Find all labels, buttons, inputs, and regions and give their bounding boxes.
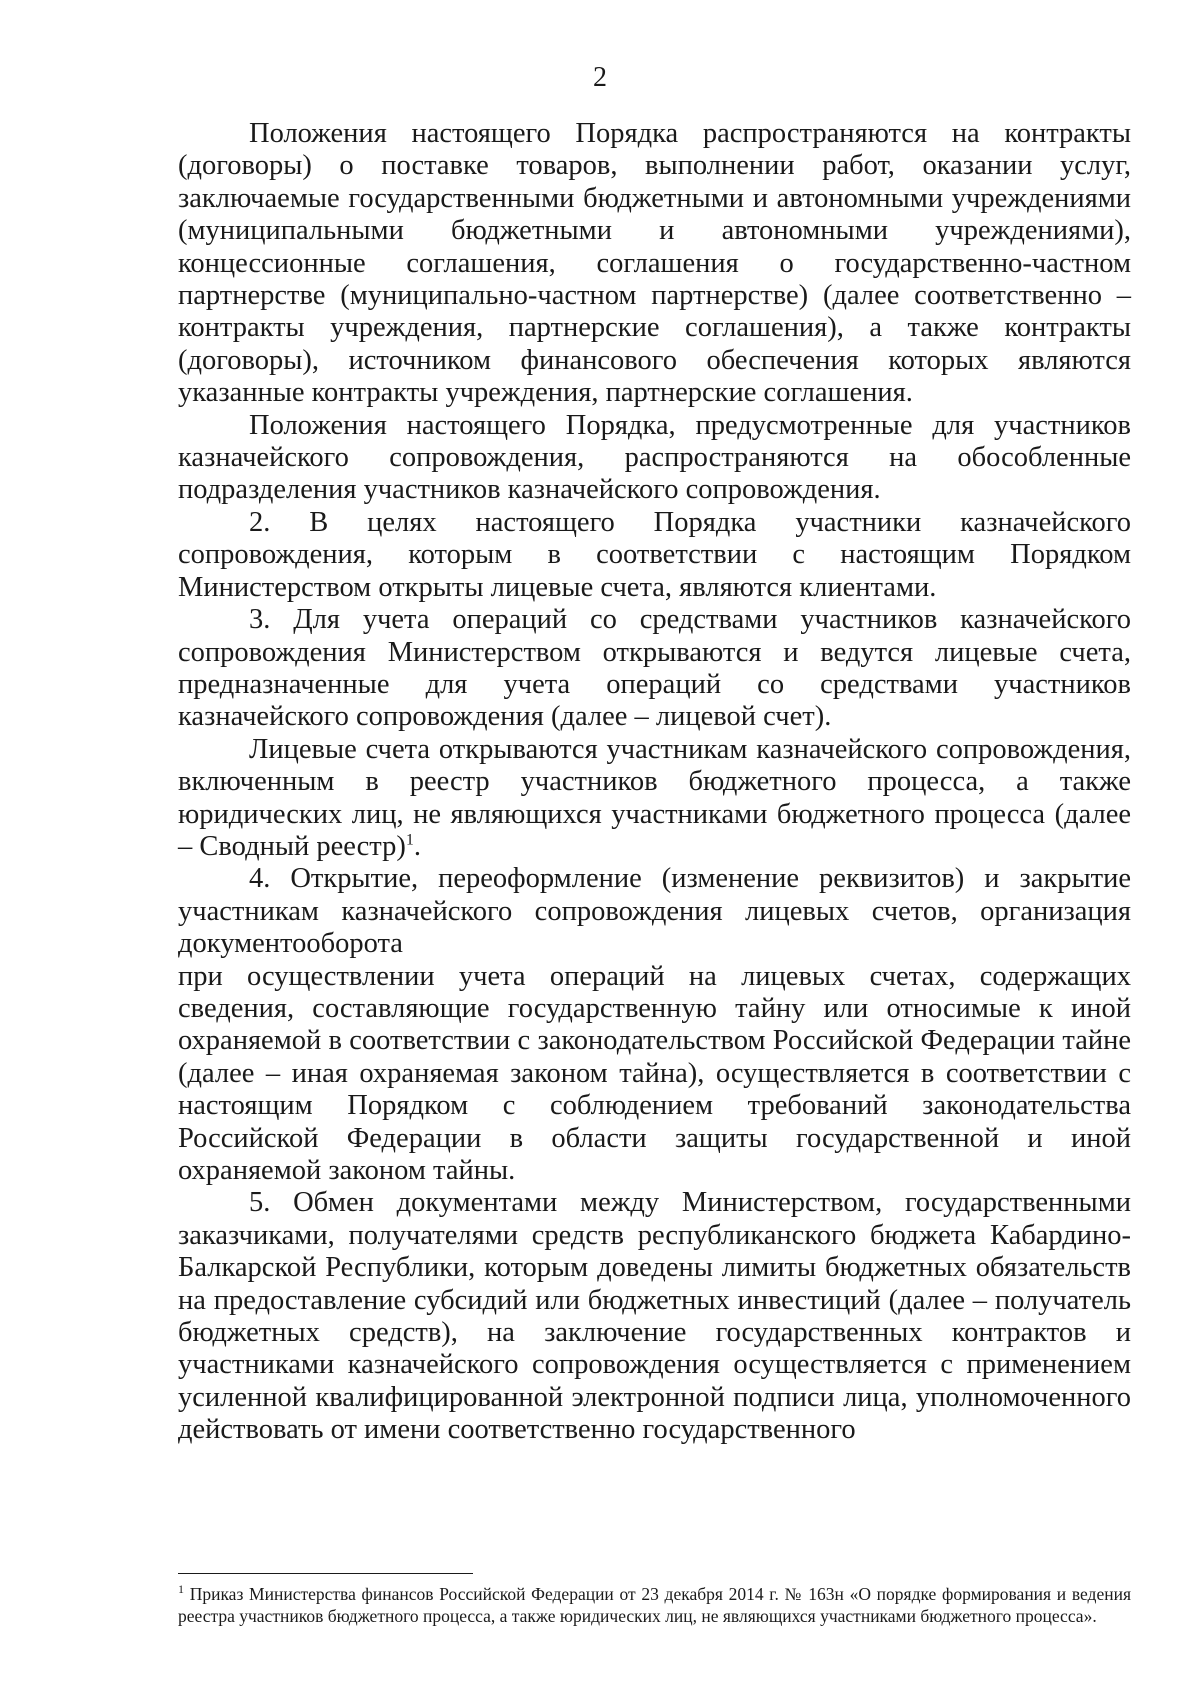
paragraph xyxy=(178,734,1131,864)
paragraph: 2. В целях настоящего Порядка участники казначейского сопровождения, которым в соответствии с настоящим Порядком Министерством открыты лицевые счета, являются клиентами. xyxy=(178,506,1131,603)
footnote-marker: 1 xyxy=(178,1582,184,1597)
footnote-separator xyxy=(178,1573,473,1574)
footnote xyxy=(178,1583,1131,1627)
paragraph: Положения настоящего Порядка, предусмотренные для участников казначейского сопровождения, распространяются на обособленные подразделения участников казначейского сопровождения. xyxy=(178,409,1131,506)
footnote-text: Приказ Министерства финансов Российской Федерации от 23 декабря 2014 г. № 163н «О порядке формирования и ведения реестра участников бюджетного процесса, а также юридических лиц, не являющихся участниками бюджетного процесса». xyxy=(178,1584,1131,1626)
paragraph-continuation: при осуществлении учета операций на лицевых счетах, содержащих сведения, составляющие государственную тайну или относимые к иной охраняемой в соответствии с законодательством Российской Федерации тайне (далее – иная охраняемая законом тайна), осуществляется в соответствии с настоящим Порядком с соблюдением требований законодательства Российской Федерации в области защиты государственной и иной охраняемой законом тайны. xyxy=(178,960,1131,1186)
paragraph: 5. Обмен документами между Министерством, государственными заказчиками, получателями средств республиканского бюджета Кабардино-Балкарской Республики, которым доведены лимиты бюджетных обязательств на предоставление субсидий или бюджетных инвестиций (далее – получатель бюджетных средств), на заключение государственных контрактов и участниками казначейского сопровождения осуществляется с применением усиленной квалифицированной электронной подписи лица, уполномоченного действовать от имени соответственно государственного xyxy=(178,1187,1131,1446)
paragraph: 3. Для учета операций со средствами участников казначейского сопровождения Министерством открываются и ведутся лицевые счета, предназначенные для учета операций со средствами участников казначейского сопровождения (далее – лицевой счет). xyxy=(178,604,1131,733)
document-body xyxy=(178,118,1131,1447)
paragraph-text: Лицевые счета открываются участникам казначейского сопровождения, включенным в реестр участников бюджетного процесса, а также юридических лиц, не являющихся участниками бюджетного процесса (далее – Сводный реестр) xyxy=(178,733,1131,862)
paragraph-end: . xyxy=(413,830,421,862)
paragraph: 4. Открытие, переоформление (изменение реквизитов) и закрытие участникам казначейского сопровождения лицевых счетов, организация документооборота xyxy=(178,863,1131,960)
paragraph: Положения настоящего Порядка распространяются на контракты (договоры) о поставке товаров, выполнении работ, оказании услуг, заключаемые государственными бюджетными и автономными учреждениями (муниципальными бюджетными и автономными учреждениями), концессионные соглашения, соглашения о государственно-частном партнерстве (муниципально-частном партнерстве) (далее соответственно – контракты учреждения, партнерские соглашения), а также контракты (договоры), источником финансового обеспечения которых являются указанные контракты учреждения, партнерские соглашения. xyxy=(178,118,1131,409)
footnote-reference: 1 xyxy=(405,831,414,849)
page-number: 2 xyxy=(593,62,607,93)
